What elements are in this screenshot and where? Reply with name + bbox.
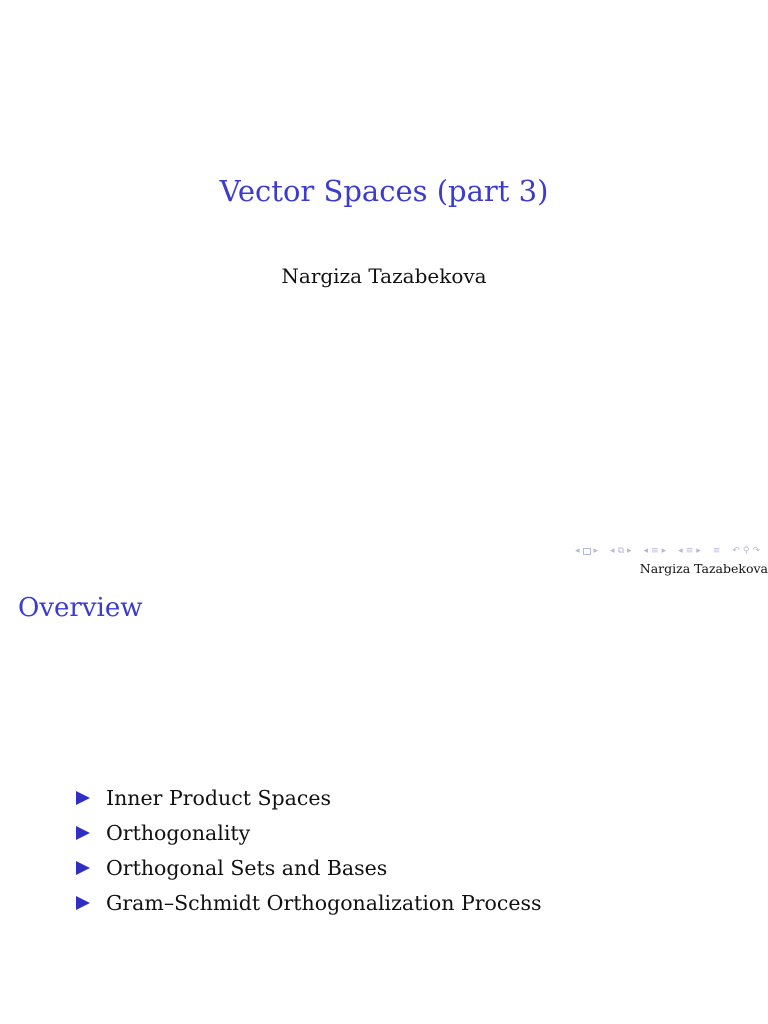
triangle-bullet-icon	[76, 861, 90, 875]
nav-slide-icon[interactable]	[583, 548, 591, 555]
list-item	[76, 780, 542, 815]
nav-back-icon[interactable]: ↶	[732, 546, 740, 556]
nav-prev-slide-icon[interactable]: ◂	[574, 546, 580, 556]
beamer-navigation-bar	[575, 544, 760, 558]
footer-author: Nargiza Tazabekova	[639, 561, 768, 576]
presentation-title: Vector Spaces (part 3)	[219, 174, 549, 208]
triangle-bullet-icon	[76, 896, 90, 910]
nav-next-section-icon[interactable]: ▸	[661, 546, 667, 556]
nav-prev-subsection-icon[interactable]: ◂	[678, 546, 683, 556]
overview-slide	[0, 576, 768, 1024]
list-item-label: Orthogonal Sets and Bases	[106, 855, 388, 880]
nav-section-icon[interactable]: ≡	[651, 546, 659, 556]
triangle-bullet-icon	[76, 791, 90, 805]
nav-search-icon[interactable]: ⚲	[742, 546, 750, 556]
nav-next-frame-icon[interactable]: ▸	[627, 546, 632, 556]
nav-prev-section-icon[interactable]: ◂	[643, 546, 649, 556]
nav-forward-icon[interactable]: ↷	[752, 546, 760, 556]
nav-frame-icon[interactable]: ⧉	[617, 546, 625, 556]
nav-appendix-icon[interactable]: ≡	[712, 546, 721, 556]
list-item	[76, 885, 542, 920]
presentation-author: Nargiza Tazabekova	[281, 264, 487, 288]
list-item-label: Orthogonality	[106, 820, 251, 845]
list-item	[76, 850, 542, 885]
nav-prev-frame-icon[interactable]: ◂	[610, 546, 615, 556]
overview-list	[76, 780, 542, 920]
nav-next-subsection-icon[interactable]: ▸	[696, 546, 701, 556]
list-item	[76, 815, 542, 850]
frame-title: Overview	[18, 593, 143, 623]
list-item-label: Gram–Schmidt Orthogonalization Process	[106, 890, 542, 915]
triangle-bullet-icon	[76, 826, 90, 840]
nav-subsection-icon[interactable]: ≡	[685, 546, 694, 556]
list-item-label: Inner Product Spaces	[106, 785, 331, 810]
nav-next-slide-icon[interactable]: ▸	[593, 546, 599, 556]
